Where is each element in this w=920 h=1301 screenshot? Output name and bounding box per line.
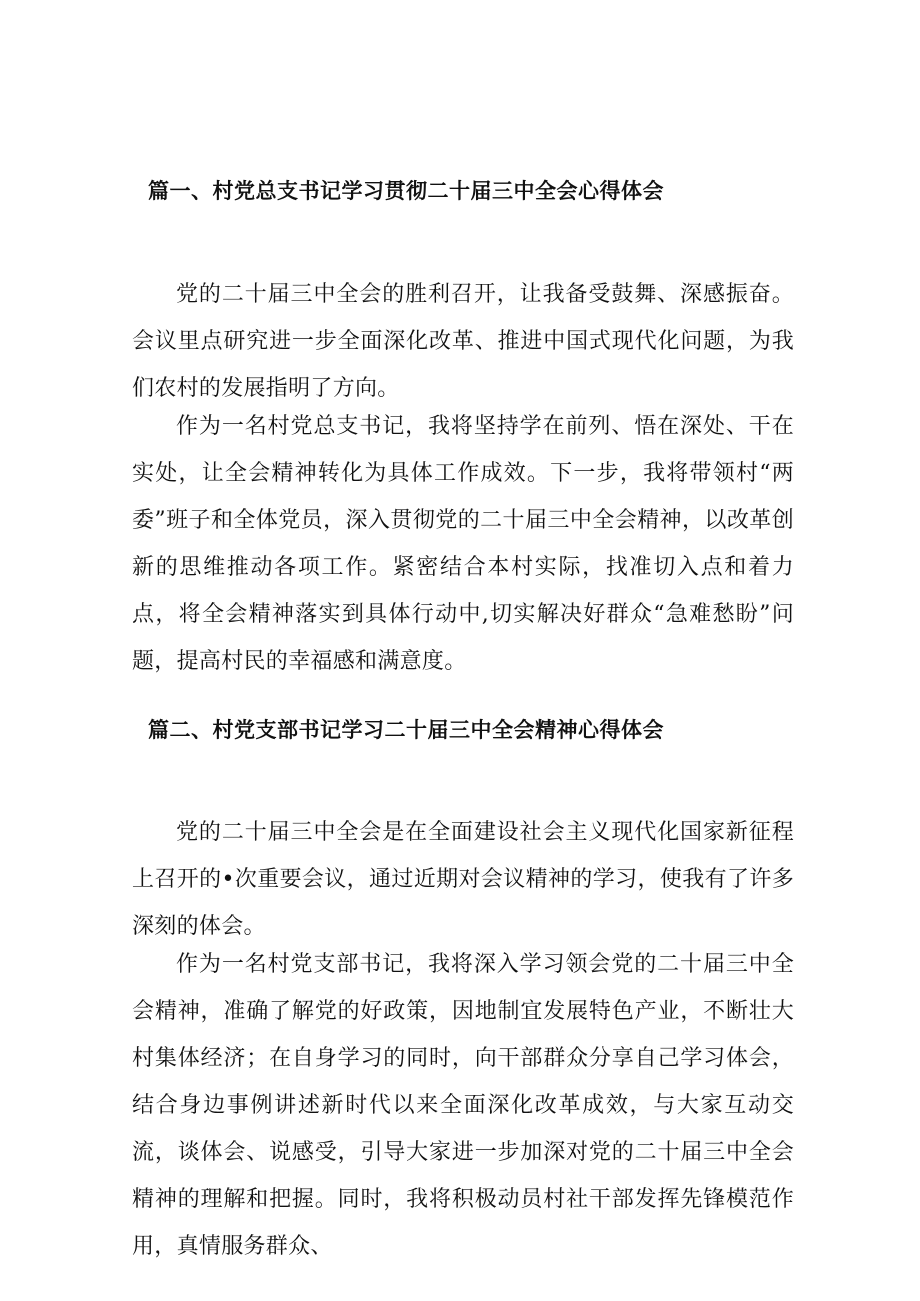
- section-1-paragraph-2: 作为一名村党总支书记，我将坚持学在前列、悟在深处、干在实处，让全会精神转化为具体工作成效。下一步，我将带领村“两委”班子和全体党员，深入贯彻党的二十届三中全会精神，以改革创新的思维推动各项工作。紧密结合本村实际，找准切入点和着力点，将全会精神落实到具体行动中,切实解决好群众“急难愁盼”问题，提高村民的幸福感和满意度。: [132, 414, 794, 674]
- section-2-paragraph-1: 党的二十届三中全会是在全面建设社会主义现代化国家新征程上召开的•次重要会议，通过近期对会议精神的学习，使我有了许多深刻的体会。: [132, 820, 794, 939]
- section-2-paragraph-2: 作为一名村党支部书记，我将深入学习领会党的二十届三中全会精神，准确了解党的好政策，因地制宜发展特色产业，不断壮大村集体经济；在自身学习的同时，向干部群众分享自己学习体会，结合身边事例讲述新时代以来全面深化改革成效，与大家互动交流，谈体会、说感受，引导大家进一步加深对党的二十届三中全会精神的理解和把握。同时，我将积极动员村社干部发挥先锋模范作用，真情服务群众、: [132, 952, 794, 1259]
- section-2-heading: 篇二、村党支部书记学习二十届三中全会精神心得体会: [148, 718, 664, 742]
- section-1-heading: 篇一、村党总支书记学习贯彻二十届三中全会心得体会: [148, 179, 664, 203]
- section-1-paragraph-1: 党的二十届三中全会的胜利召开，让我备受鼓舞、深感振奋。会议里点研究进一步全面深化改革、推进中国式现代化问题，为我们农村的发展指明了方向。: [132, 282, 794, 401]
